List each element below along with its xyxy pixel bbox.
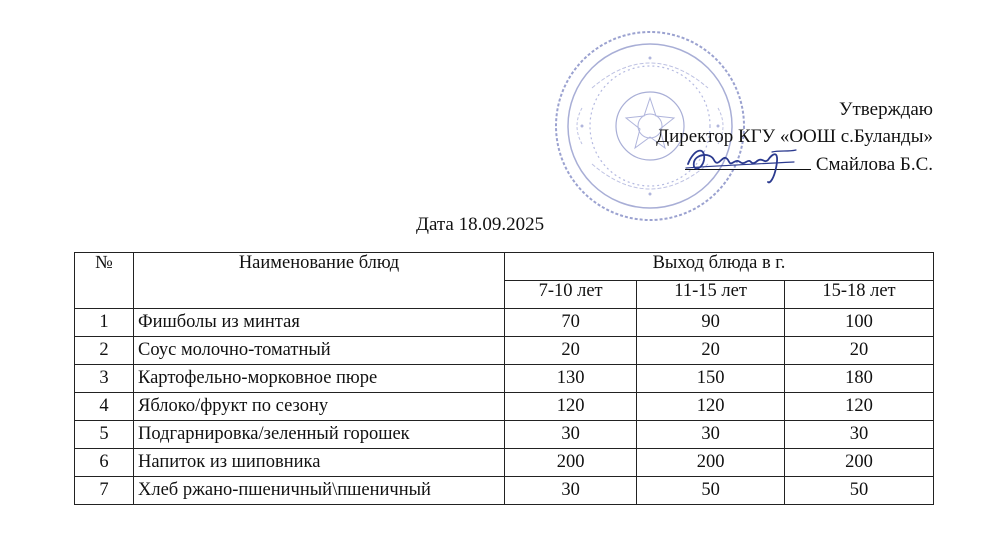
output-15-18: 100 <box>785 309 934 337</box>
director-position: Директор КГУ «ООШ с.Буланды» <box>656 126 933 147</box>
output-15-18: 120 <box>785 393 934 421</box>
output-7-10: 30 <box>505 477 637 505</box>
dish-name: Хлеб ржано-пшеничный\пшеничный <box>134 477 505 505</box>
dish-name: Напиток из шиповника <box>134 449 505 477</box>
row-number: 7 <box>75 477 134 505</box>
output-11-15: 20 <box>637 337 785 365</box>
approval-title: Утверждаю <box>839 99 933 120</box>
table-row <box>75 337 934 365</box>
header-age-11-15: 11-15 лет <box>637 281 785 309</box>
output-7-10: 120 <box>505 393 637 421</box>
dish-name: Яблоко/фрукт по сезону <box>134 393 505 421</box>
header-number: № <box>75 253 134 309</box>
output-7-10: 130 <box>505 365 637 393</box>
output-11-15: 120 <box>637 393 785 421</box>
dish-name: Картофельно-морковное пюре <box>134 365 505 393</box>
output-7-10: 30 <box>505 421 637 449</box>
row-number: 1 <box>75 309 134 337</box>
table-row <box>75 477 934 505</box>
output-15-18: 200 <box>785 449 934 477</box>
row-number: 3 <box>75 365 134 393</box>
header-row <box>75 253 934 281</box>
header-age-7-10: 7-10 лет <box>505 281 637 309</box>
table-row <box>75 421 934 449</box>
menu-date: Дата 18.09.2025 <box>416 214 545 235</box>
output-7-10: 200 <box>505 449 637 477</box>
dish-name: Фишболы из минтая <box>134 309 505 337</box>
table-row <box>75 393 934 421</box>
output-15-18: 20 <box>785 337 934 365</box>
output-11-15: 90 <box>637 309 785 337</box>
row-number: 6 <box>75 449 134 477</box>
output-15-18: 180 <box>785 365 934 393</box>
handwritten-signature <box>684 138 804 186</box>
row-number: 4 <box>75 393 134 421</box>
header-age-15-18: 15-18 лет <box>785 281 934 309</box>
director-name: Смайлова Б.С. <box>815 154 933 175</box>
header-dish-name: Наименование блюд <box>134 253 505 309</box>
table-row <box>75 309 934 337</box>
output-15-18: 50 <box>785 477 934 505</box>
header-output: Выход блюда в г. <box>505 253 934 281</box>
table-row <box>75 449 934 477</box>
menu-table <box>74 252 934 505</box>
output-11-15: 30 <box>637 421 785 449</box>
output-11-15: 150 <box>637 365 785 393</box>
output-11-15: 200 <box>637 449 785 477</box>
output-11-15: 50 <box>637 477 785 505</box>
dish-name: Подгарнировка/зеленный горошек <box>134 421 505 449</box>
dish-name: Соус молочно-томатный <box>134 337 505 365</box>
row-number: 5 <box>75 421 134 449</box>
output-7-10: 70 <box>505 309 637 337</box>
output-15-18: 30 <box>785 421 934 449</box>
table-row <box>75 365 934 393</box>
output-7-10: 20 <box>505 337 637 365</box>
row-number: 2 <box>75 337 134 365</box>
